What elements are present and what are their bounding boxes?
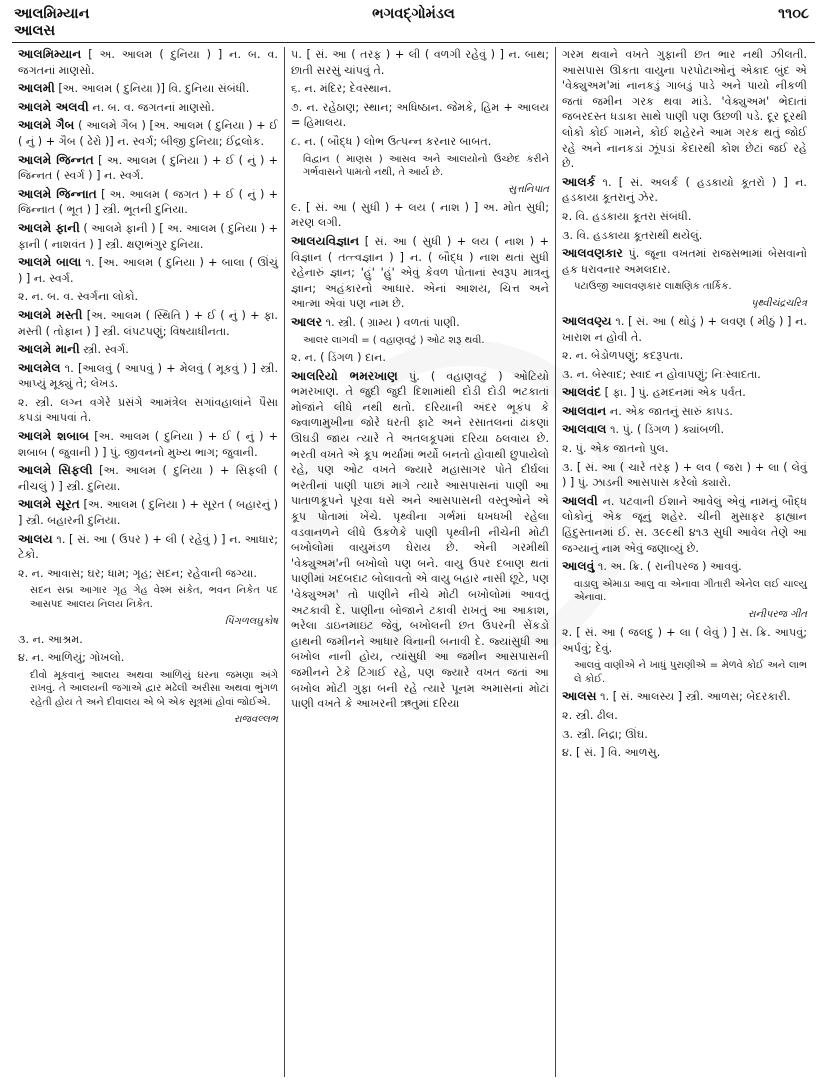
quotation-source: રાજવલ્લભ xyxy=(233,713,278,725)
entry-definition: ૬. ન. મંદિર; દેવસ્થાન. xyxy=(291,82,392,96)
quotation: દીવો મૂકવાનું આલય અથવા આળિયું ઘરના જમણા અંગે રાખવું. તે આલયની જગાએ દ્વાર મઢેલી અરીસા અથવા ભુંગળ રહેતી હોય તે અને દીવાલય એ બે એક સૂત્રમાં હોવાં જોઈએ. xyxy=(30,669,278,708)
dictionary-entry xyxy=(562,367,807,383)
entry-definition: ૧. [ સં. આ ( થોડું ) + લવણ ( મીઠું ) ] ન. ખારાશ ન હોવી તે. xyxy=(562,314,807,344)
entry-headword: આલવંદ xyxy=(562,385,602,400)
entry-definition: ૧. [અ. આલમ ( દુનિયા ) + બાલા ( ઊંચું ) ] ન. સ્વર્ગ. xyxy=(18,256,278,285)
dictionary-entry xyxy=(18,463,278,494)
dictionary-entry xyxy=(291,350,549,366)
header-first-word: આલમિમ્યાન xyxy=(14,6,90,22)
entry-definition: ૩. વિ. હડકાયા કૂતરાથી થયેલું. xyxy=(562,228,703,242)
entry-headword: આલવાન xyxy=(562,403,607,418)
entry-definition: ૩. સ્ત્રી. નિદ્રા; ઊંઘ. xyxy=(562,727,648,741)
dictionary-entry xyxy=(18,47,278,78)
entry-headword: આલવાલ xyxy=(562,422,607,437)
entry-definition: [ સં. આ ( સુધી ) + લય ( નાશ ) + વિજ્ઞાન ( તત્ત્વજ્ઞાન ) ] ન. ( બૌદ્ધ ) નાશ થતાં સુધી રહેનારું જ્ઞાન; 'હું' 'હું' એવું કેવળ પોતાનાં સ્વરૂપ માત્રનું જ્ઞાન; અહંકારનો આધાર. એનાં આશય, ચિત્ત અને આત્મા એવાં પણ નામ છે. xyxy=(291,234,549,311)
dictionary-entry xyxy=(562,494,807,556)
dictionary-entry xyxy=(562,228,807,244)
entry-definition: ૧. સ્ત્રી. ( ગ્રામ્ય ) વળતાં પાણી. xyxy=(322,315,460,329)
entry-definition: પું. ( વહાણવટું ) ઓટિયો ભમરખાણ. તે જુદી જુદી દિશામાંથી દોડી દોડી ભટકાતાં મોજાંને લીધે નથી થતો. દરિયાની અંદર ભૂકંપ કે જ્વાળામુખીના જોરે ધરતી ફાટે અને રસાતલનાં ઢાંકણાં ઊઘડી જાય ત્યારે તે અતલકૂપમાં દરિયા ઠલવાય છે. ભરતી વખતે એ કૂપ ભર્યામાં ભર્યો બનતો હોવાથી છુપાયેલો રહે, પણ ઓટ વખતે જ્યારે મહાસાગર પોતે દીર્ઘલાં ભરતીનાં પાણી પાછાં માગે ત્યારે આસપાસનાં પાણી આ પાતાળકૂપને પૂરવા ધસે અને આસપાસની વસ્તુઓને એ કૂપ પોતામાં ખેંચે. પૃથ્વીના ગર્ભમાં ધખધખી રહેલા વડવાનળને લીધે ઉકળેકે પાણી પૃથ્વીની નીચેની મોટી બખોલોમાં વાયુમંડળ ઘેરાય છે. એની ગરમીથી 'વેક્યુઅમ'ની બખોલો પણ બને. વાયુ ઉપર દબાણ થતાં પાણીમાં ખદબદાટ બોલાવતો એ વાયુ બહાર નાસી છૂટે, પણ 'વેક્યુઅમ' તો પાણીને નીચે મોટી બખોલોમાં આવતું અટકાવી દે. પાણીના બોજાને ટકાવી રાખતું આ આકાશ, ભરેલા ડાઇનમાઇટ જેવું, બખોલની છત ઉપરની સેંકડો હાથની જમીનને આધાર વિનાની બનાવી દે. જ્યાંસુધી આ બખોલ નાની હોય, ત્યાંસુધી આ જમીન આસપાસની જમીનને ટેકે ટિંગાઈ રહે, પણ જ્યારે વખત જતાં આ બખોલ મોટી ગુફા બની રહે ત્યારે પૂનમ અમાસનાં મોટાં પાણી વખતે કે આખરની ઋતુમાં દરિયા xyxy=(291,369,549,711)
entry-headword: આલમેલ xyxy=(18,360,61,375)
entry-definition: ૨. ન. ( ડિંગળ ) દાન. xyxy=(291,351,386,365)
entry-definition: [અ. આલમ ( દુનિયા ) + ઈ ( નું ) + શબાબ ( જુવાની ) ] પું. જીવનનો મુખ્ય ભાગ; જુવાની. xyxy=(18,430,278,459)
entry-definition: [ અ. આલમ ( જગત ) + ઈ ( નું ) + જિન્નાત ( ભૂત ) ] સ્ત્રી. ભૂતની દુનિયા. xyxy=(18,187,278,217)
dictionary-entry xyxy=(562,404,807,420)
entry-headword: આલમે બાલા xyxy=(18,255,82,270)
entry-definition: ( આલમે ગૈબ ) [અ. આલમ ( દુનિયા ) + ઈ ( નું ) + ગૈબ ( ઢેરો )] ન. સ્વર્ગ; બીજી દુનિયા; ઈંદ્રલોક. xyxy=(18,119,278,148)
dictionary-entry xyxy=(18,395,278,426)
quotation: વાડાલુ એમાડા આલુ વા એનાવા ગીતારી એનેલ લઈ ચાલ્યુ એનાવા. xyxy=(574,578,807,604)
entry-headword: આલમે જિન્નાત xyxy=(18,186,97,201)
entry-definition: ૨. પું. એક જાતનો પુલ. xyxy=(562,442,669,456)
dictionary-entry xyxy=(291,315,549,331)
dictionary-entry xyxy=(18,342,278,358)
entry-definition: ૧. [ સં. આ ( ઉપર ) + લી ( રહેવું ) ] ન. આધાર; ટેકો. xyxy=(18,532,278,562)
entry-definition: ૨. [ સં. આ ( જલદુ ) + લા ( લેવું ) ] સ. ક્રિ. આપવું; અર્પવું; દેવું. xyxy=(562,626,807,655)
dictionary-entry xyxy=(562,689,807,705)
entry-headword: આલયવિજ્ઞાન xyxy=(291,233,360,248)
entry-definition: ૧. [આલવું ( આપવું ) + મેલવું ( મૂકવું ) ] સ્ત્રી. આપ્યું મૂક્યું તે; લેખડ. xyxy=(18,361,278,391)
dictionary-entry xyxy=(562,745,807,761)
quotation-source: પિંગળલઘુકોષ xyxy=(224,615,278,627)
entry-definition: ૩. ન. બેસ્વાદ; સ્વાદ ન હોવાપણું; નિઃસ્વાદતા. xyxy=(562,367,761,381)
dictionary-entry xyxy=(562,422,807,438)
entry-definition: [ અ. આલમ ( દુનિયા ) + ઈ ( નું ) + જિન્નત ( સ્વર્ગ ) ] ન. સ્વર્ગ. xyxy=(18,153,278,183)
dictionary-entry xyxy=(18,289,278,305)
dictionary-entry xyxy=(562,385,807,401)
header-title: ભગવદ્ગોમંડલ xyxy=(372,6,455,22)
entry-headword: આલમે મસ્તી xyxy=(18,307,83,322)
column-1 xyxy=(12,47,284,1077)
dictionary-entry xyxy=(291,200,549,231)
entry-definition: સ્ત્રી. સ્વર્ગ. xyxy=(79,343,129,357)
quotation-source: પૃથ્વીચંદ્રચરિત્ર xyxy=(751,297,807,309)
entry-headword: આલવણ્ય xyxy=(562,313,612,328)
entry-headword: આલમે શબાબ xyxy=(18,429,90,444)
entry-definition: [અ. આલમ ( દુનિયા ) + સિફલી ( નીચલું ) ] સ્ત્રી. દુનિયા. xyxy=(18,464,279,493)
quotation: પટાઉજી આલવણકાર લાક્ષણિક તાર્કિક. xyxy=(574,281,732,293)
entry-headword: આલમે ગૈબ xyxy=(18,118,75,133)
entry-definition: ૨. ન. બેડોળપણું; કદરૂપતા. xyxy=(562,349,684,363)
entry-definition: ૪. [ સં. ] વિ. આળસુ. xyxy=(562,746,661,760)
dictionary-entry xyxy=(562,246,807,277)
quotation: આલવું વાણીએ ને ખાધું પુરાણીએ = મેળવે કોઈ અને લાભ લે કોઈ. xyxy=(574,660,807,685)
entry-definition: પું. જૂના વખતમાં રાજસભામાં બેસવાનો હક ધરાવનાર અમલદાર. xyxy=(562,247,807,276)
quotation: આલર લાગવી = ( વહાણવટું ) ઓટ શરૂ થવી. xyxy=(303,334,485,346)
page-number: ૧૧૦૮ xyxy=(778,6,809,22)
dictionary-entry xyxy=(18,429,278,460)
entry-definition: ૮. ન. ( બૌદ્ધ ) લોભ ઉત્પન્ન કરનાર બાબત. xyxy=(291,134,492,148)
dictionary-entry xyxy=(18,308,278,339)
entry-definition: ન. એક જાતનું સારું કાપડ. xyxy=(606,404,733,418)
entry-headword: આલય xyxy=(18,531,53,546)
entry-definition: [અ. આલમ ( દુનિયા ) + સૂરત ( બહારનું ) ] સ્ત્રી. બહારની દુનિયા. xyxy=(18,498,278,528)
quotation: સદન સદ્મ આગાર ગૃહ ગેહ વેશ્મ સંકેત, ભવન નિકેત પદ આસપદ આલય નિલય નિકેત. xyxy=(30,585,278,610)
entry-headword: આલવણકાર xyxy=(562,246,623,261)
dictionary-entry xyxy=(18,100,278,116)
dictionary-entry xyxy=(562,559,807,575)
dictionary-entry xyxy=(18,497,278,528)
entry-definition: ૨. ન. બ. વ. સ્વર્ગના લોકો. xyxy=(18,290,139,304)
dictionary-entry xyxy=(18,566,278,582)
entry-definition: ૯. [ સં. આ ( સુધી ) + લય ( નાશ ) ] અ. મોત સુધી; મરણ લગી. xyxy=(291,200,549,230)
entry-headword: આલમી xyxy=(18,81,55,96)
dictionary-entry xyxy=(562,175,807,206)
entry-definition: ૪. ન. આળિયું; ગોખલો. xyxy=(18,651,125,665)
quotation-source: રાનીપરજ ગીત xyxy=(747,609,807,620)
page-header xyxy=(12,6,815,43)
dictionary-entry xyxy=(18,187,278,218)
dictionary-entry xyxy=(18,81,278,97)
dictionary-entry xyxy=(18,532,278,563)
dictionary-entry xyxy=(18,361,278,392)
entry-definition: ૨. ન. આવાસ; ઘર; ધામ; ગૃહ; સદન; રહેવાની જગ્યા. xyxy=(18,566,257,580)
dictionary-entry xyxy=(562,348,807,364)
entry-headword: આલમે સિફલી xyxy=(18,463,93,478)
dictionary-entry xyxy=(291,47,549,78)
entry-headword: આલમે અલવી xyxy=(18,99,89,114)
entry-definition: ન. પટવાની ઈશાને આવેલું એવું નામનું બૌદ્ધ લોકોનું એક જૂનું શહેર. ચીની મુસાફર ફાહ્યાન હિંદુસ્તાનમાં ઈ. સ. ૩૯૯થી ૪૧૩ સુધી આવેલ તેણે આ જગ્યાનું નામ એવું જણાવ્યું છે. xyxy=(562,494,807,555)
entry-definition: ૧. અ. ક્રિ. ( રાનીપરજ ) આવવું. xyxy=(594,560,742,574)
entry-definition: [ ફા. ] પું. હમદનમાં એક પર્વત. xyxy=(601,386,746,400)
dictionary-entry xyxy=(562,625,807,656)
column-3 xyxy=(556,47,813,1077)
columns xyxy=(12,47,815,1077)
dictionary-entry xyxy=(562,727,807,743)
entry-headword: આલરિયો ભમરખાણ xyxy=(291,368,398,383)
entry-definition: ( આલમે ફાની ) [ અ. આલમ ( દુનિયા ) + ફાની ( નાશવંત ) ] સ્ત્રી. ક્ષણભંગુર દુનિયા. xyxy=(18,221,278,251)
entry-headword: આલમે સૂરત xyxy=(18,497,80,512)
dictionary-entry xyxy=(18,153,278,184)
entry-headword: આલસ xyxy=(562,689,597,704)
entry-definition: ૨. વિ. હડકાયા કૂતરા સંબંધી. xyxy=(562,209,692,223)
quotation-source: સુત્તનિપાત xyxy=(507,183,549,195)
dictionary-entry xyxy=(18,221,278,252)
entry-definition: [ અ. આલમ ( દુનિયા ) ] ન. બ. વ. જગતનાં માણસો. xyxy=(18,48,278,77)
entry-definition: ૭. ન. રહેઠાણ; સ્થાન; અધિષ્ઠાન. જેમકે, હિમ + આલય = હિમાલય. xyxy=(291,100,549,130)
entry-definition: ૨. સ્ત્રી. ઢીલ. xyxy=(562,708,618,722)
dictionary-entry xyxy=(291,81,549,97)
entry-definition: ૫. [ સં. આ ( તરફ ) + લી ( વળગી રહેવું ) ] ન. બાથ; છાતી સરસું ચાંપવું તે. xyxy=(291,48,549,77)
dictionary-entry xyxy=(291,100,549,131)
entry-definition: ૧. [ સં. આલસ્ય ] સ્ત્રી. આળસ; બેદરકારી. xyxy=(596,690,791,704)
dictionary-entry xyxy=(291,134,549,150)
dictionary-entry xyxy=(18,632,278,648)
entry-definition: [અ. આલમ ( દુનિયા )] વિ. દુનિયા સંબંધી. xyxy=(54,82,250,96)
entry-headword: આલવી xyxy=(562,493,598,508)
dictionary-entry xyxy=(18,650,278,666)
dictionary-entry xyxy=(291,369,549,712)
dictionary-entry xyxy=(18,118,278,149)
column-2 xyxy=(284,47,556,1077)
entry-headword: આલમે જિન્નત xyxy=(18,152,94,167)
entry-definition: ગરમ થવાને વખતે ગુફાની છત ભાર નથી ઝીલતી. આસપાસ ઊકતા વાયુના પરપોટાઓનું એકાદ બુંદ એ 'વેક્યુઅમ'માં નાનકડું ગાબડું પાડે અને પાયો નીકળી જતાં જમીન ગરક થવા માંડે. 'વેક્યુઅમ' ભેદાતાં જબરદસ્ત ધડાકા સાથે પાણી પણ ઉછળી પડે. દૂર દૂરથી લોકો કોઈ ગામને, કોઈ શહેરને આમ ગરક થતું જોઈ રહે અને નાનકડાં ઝૂંપડાં કેદારથી કોશ છેટાં જઈ રહે છે. xyxy=(562,48,807,171)
header-last-word: આલસ xyxy=(14,23,56,39)
entry-definition: ૧. પું. ( ડિંગળ ) ક્યાંબળી. xyxy=(606,423,725,437)
dictionary-entry xyxy=(562,460,807,491)
entry-headword: આલવું xyxy=(562,559,595,574)
entry-headword: આલર્ક xyxy=(562,174,596,189)
entry-definition: ન. બ. વ. જગતનાં માણસો. xyxy=(88,100,215,114)
entry-definition: ૧. [ સં. અલર્ક ( હડકાયો કૂતરો ) ] ન. હડકાયા કૂતરાનું ઝેર. xyxy=(562,175,807,205)
dictionary-entry xyxy=(562,441,807,457)
entry-headword: આલમિમ્યાન xyxy=(18,47,82,61)
quotation: વિદ્વાન ( માણસ ) આસવ અને આલયોનો ઉચ્છેદ કરીને ગર્ભવાસને પામતો નથી, તે આર્ય છે. xyxy=(303,153,549,179)
entry-headword: આલમે ફાની xyxy=(18,220,80,235)
entry-definition: ૨. સ્ત્રી. લગ્ન વગેરે પ્રસંગે આમંત્રેલ સગાંવહાલાંને પૈસા કપડાં આપવાં તે. xyxy=(18,395,278,425)
dictionary-entry xyxy=(562,209,807,225)
entry-definition: [અ. આલમ ( સ્થિતિ ) + ઈ ( નું ) + ફા. મસ્તી ( તોફાન ) ] સ્ત્રી. લંપટપણું; વિષયાધીનતા. xyxy=(18,308,278,338)
entry-headword: આલમે માની xyxy=(18,342,80,357)
entry-definition: ૩. ન. આશ્રમ. xyxy=(18,632,83,646)
entry-definition: ૩. [ સં. આ ( ચારે તરફ ) + લવ ( જરા ) + લા ( લેવું ) ] પું. ઝાડની આસપાસ કરેલો ક્યારો. xyxy=(562,460,807,490)
dictionary-entry xyxy=(18,255,278,286)
dictionary-entry xyxy=(562,47,807,172)
dictionary-entry xyxy=(291,234,549,312)
dictionary-entry xyxy=(562,314,807,345)
dictionary-entry xyxy=(562,708,807,724)
entry-headword: આલર xyxy=(291,314,323,329)
